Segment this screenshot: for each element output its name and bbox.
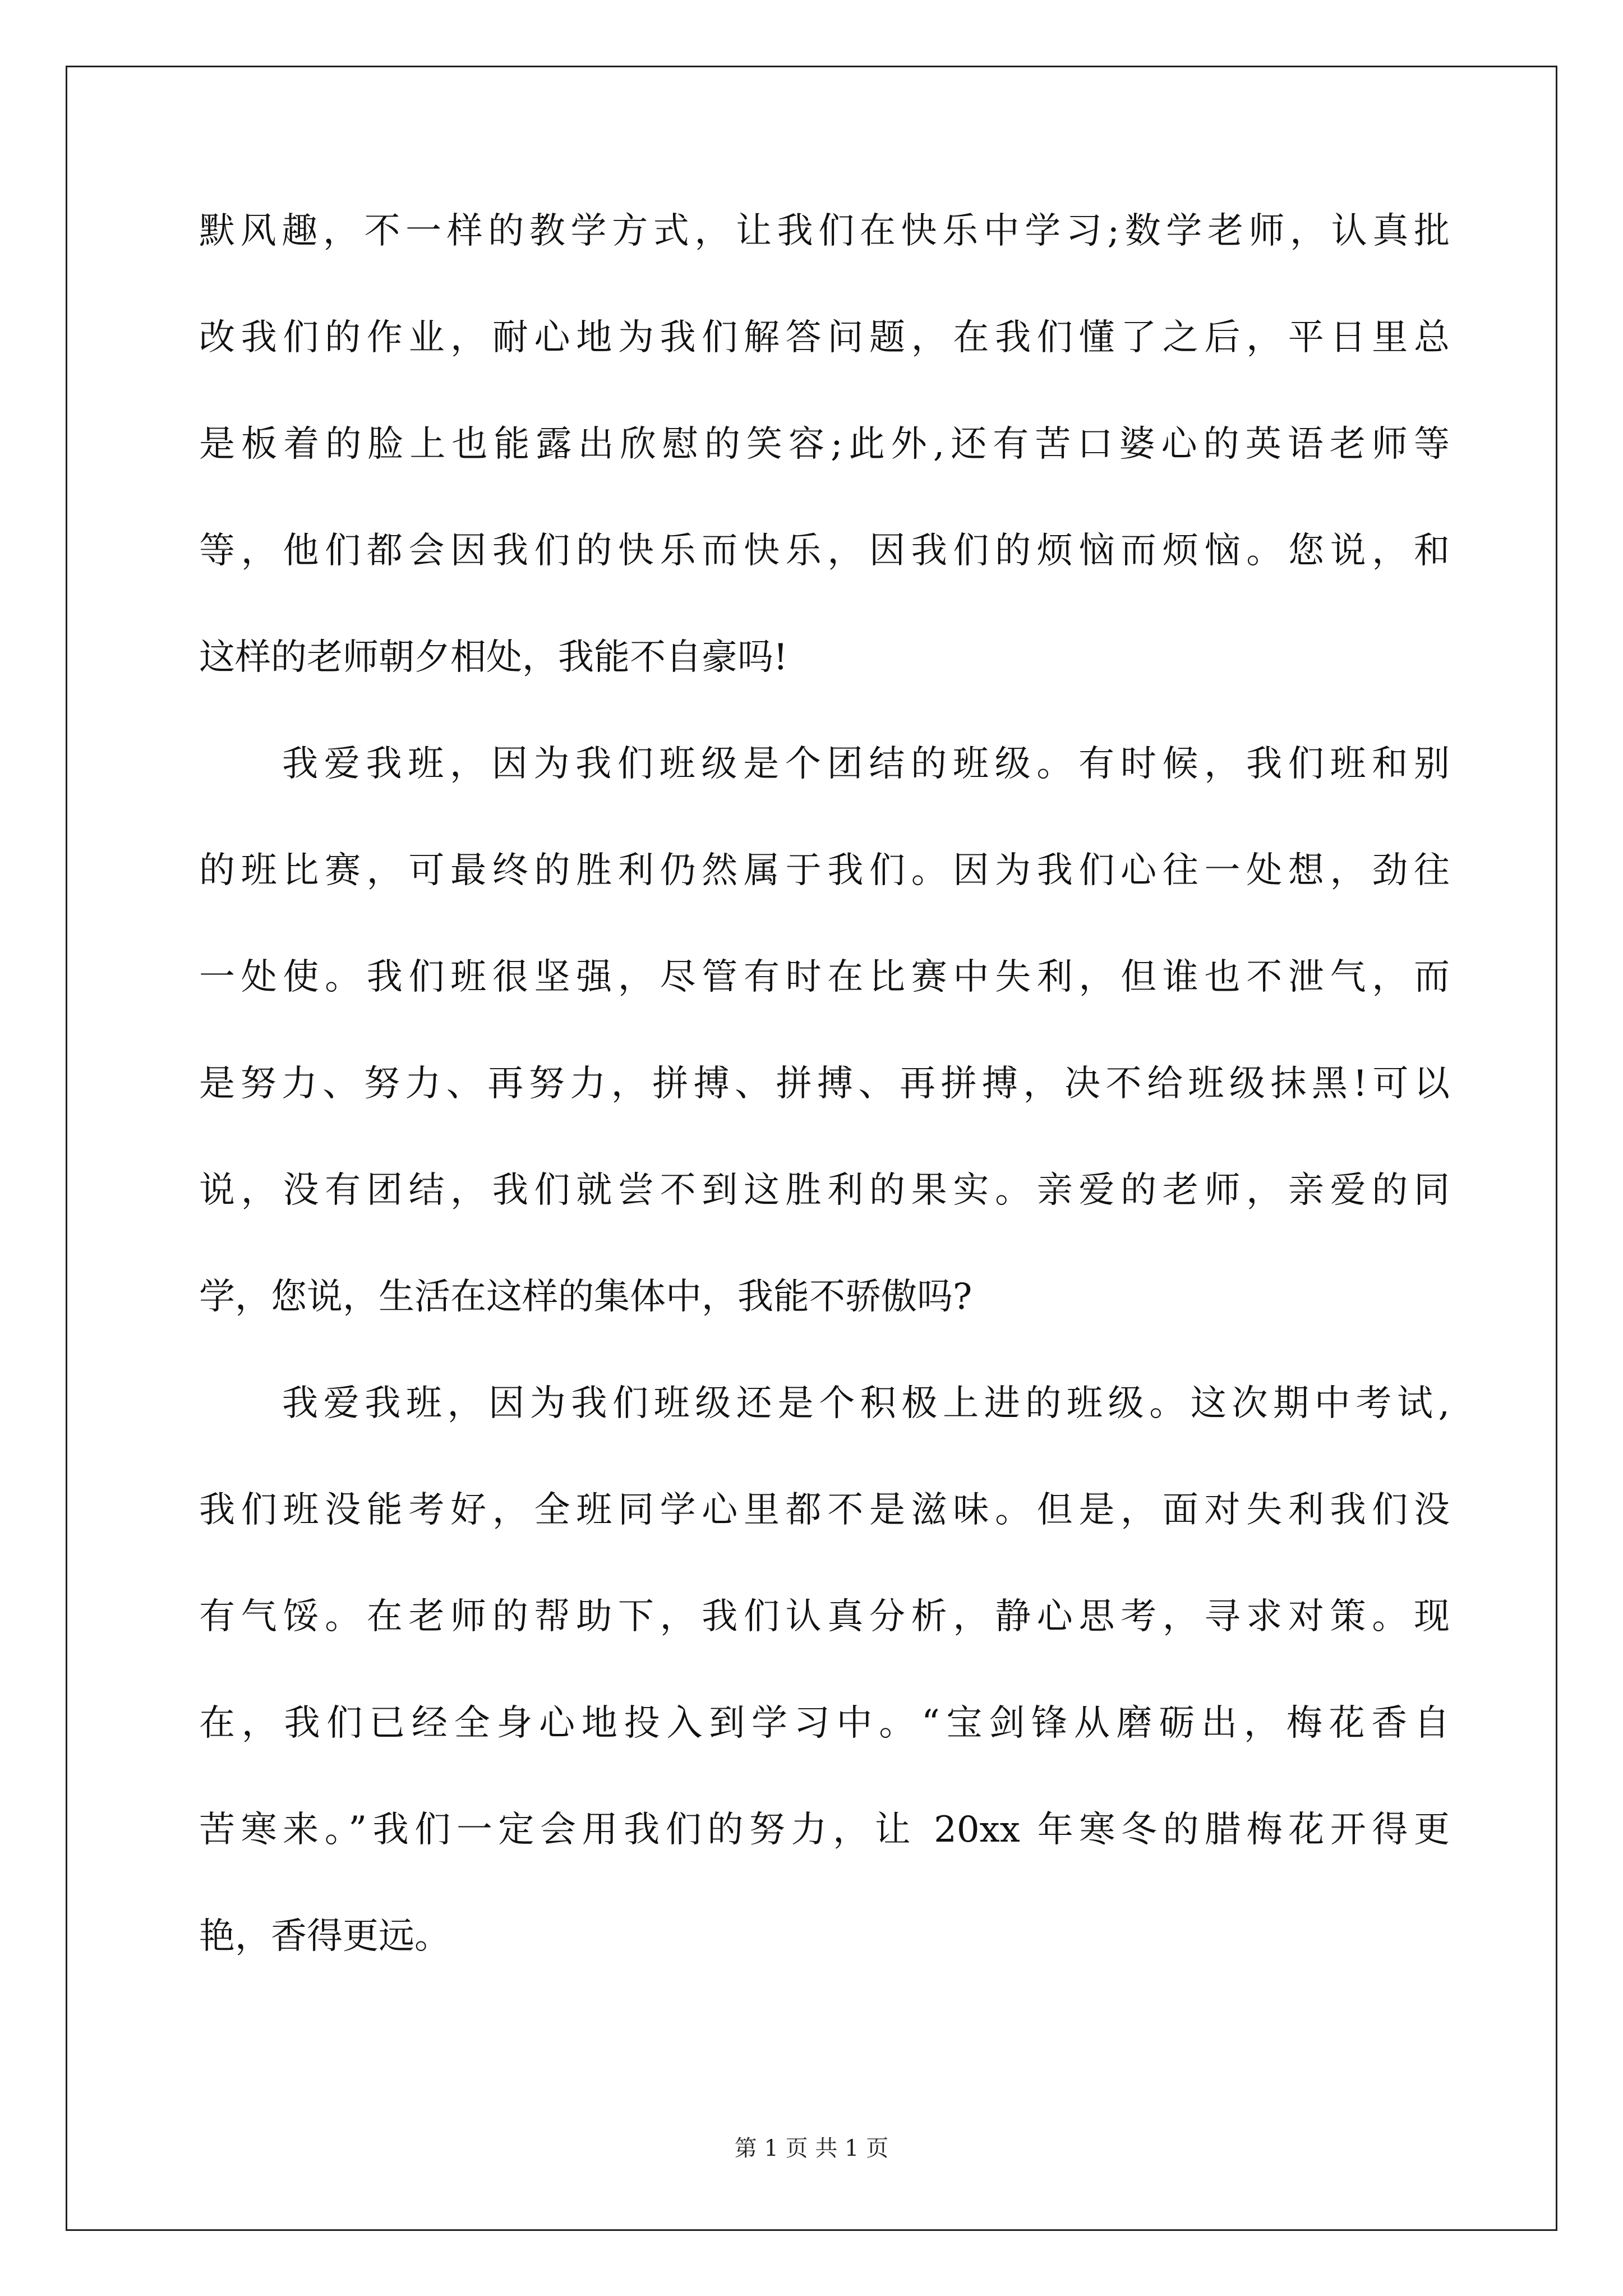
body-text-line: 等，他们都会因我们的快乐而快乐，因我们的烦恼而烦恼。您说，和 [199,530,1450,572]
body-text-line: 艳，香得更远。 [199,1916,450,1957]
page-number-footer: 第 1 页 共 1 页 [734,2136,889,2161]
body-text-line: 是努力、努力、再努力，拼搏、拼搏、再拼搏，决不给班级抹黑!可以 [199,1063,1450,1105]
body-text-line: 的班比赛，可最终的胜利仍然属于我们。因为我们心往一处想，劲往 [199,850,1450,891]
body-text-line: 是板着的脸上也能露出欣慰的笑容;此外,还有苦口婆心的英语老师等 [199,424,1450,465]
body-text-line: 有气馁。在老师的帮助下，我们认真分析，静心思考，寻求对策。现 [199,1596,1450,1637]
body-text-line: 我们班没能考好，全班同学心里都不是滋味。但是，面对失利我们没 [199,1489,1450,1531]
body-text-line: 说，没有团结，我们就尝不到这胜利的果实。亲爱的老师，亲爱的同 [199,1170,1450,1211]
body-text-line: 默风趣，不一样的教学方式，让我们在快乐中学习;数学老师，认真批 [199,210,1450,252]
body-text-line: 苦寒来。”我们一定会用我们的努力，让 20xx 年寒冬的腊梅花开得更 [199,1809,1450,1851]
body-text-line: 一处使。我们班很坚强，尽管有时在比赛中失利，但谁也不泄气，而 [199,956,1450,998]
body-text-line: 我爱我班，因为我们班级还是个积极上进的班级。这次期中考试, [282,1383,1450,1424]
page-border [66,66,1557,2231]
body-text-line: 这样的老师朝夕相处，我能不自豪吗! [199,637,788,678]
body-text-line: 改我们的作业，耐心地为我们解答问题，在我们懂了之后，平日里总 [199,317,1450,358]
body-text-line: 在，我们已经全身心地投入到学习中。“宝剑锋从磨砺出，梅花香自 [199,1703,1450,1744]
body-text-line: 我爱我班，因为我们班级是个团结的班级。有时候，我们班和别 [282,743,1450,785]
body-text-line: 学，您说，生活在这样的集体中，我能不骄傲吗? [199,1276,972,1318]
